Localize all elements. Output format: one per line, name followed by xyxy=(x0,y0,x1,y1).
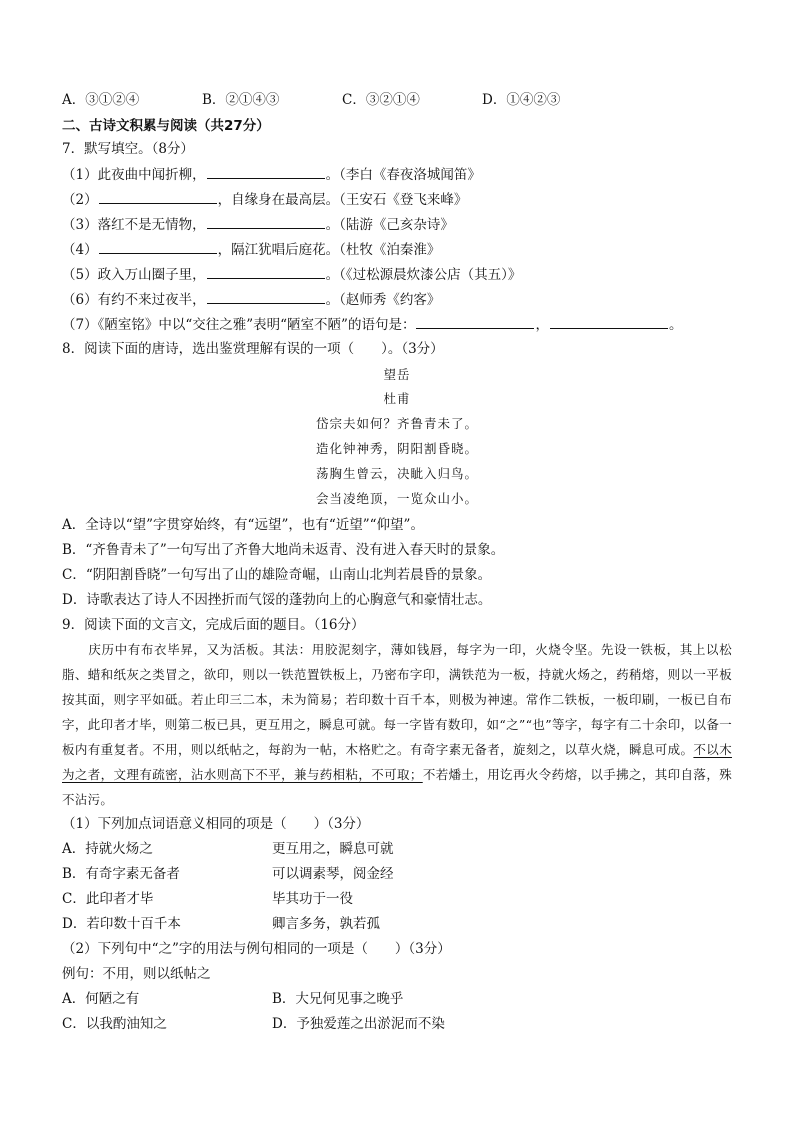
q8-option-b[interactable]: B．“齐鲁青未了”一句写出了齐鲁大地尚未返青、没有进入春天时的景象。 xyxy=(62,542,505,558)
q7-item-3-blank[interactable] xyxy=(207,215,325,229)
q9-sub1-stem: （1）下列加点词语意义相同的项是（ ）（3分） xyxy=(62,816,370,832)
q7-item-2-post: ，自缘身在最高层。（王安石《登飞来峰》 xyxy=(217,192,468,208)
q7-item-1-blank[interactable] xyxy=(207,165,325,179)
q7-item-2 xyxy=(62,190,467,209)
q7-item-4-pre: （4） xyxy=(62,242,98,258)
q8-option-d[interactable]: D．诗歌表达了诗人不因挫折而气馁的蓬勃向上的心胸意气和豪情壮志。 xyxy=(62,592,492,608)
q7-item-6-blank[interactable] xyxy=(207,290,325,304)
q7-item-2-pre: （2） xyxy=(62,192,98,208)
q9-sub1-option-c-left[interactable]: C．此印者才毕 xyxy=(62,891,154,907)
q7-item-3-pre: （3）落红不是无情物， xyxy=(62,217,206,233)
classical-passage xyxy=(62,637,732,812)
q7-item-4 xyxy=(62,240,440,259)
passage-underlined-sentence: 不以木为之者，文理有疏密，沾水则高下不平，兼与药相粘，不可取； xyxy=(62,742,732,782)
q6-option-b[interactable]: B．②①④③ xyxy=(202,92,280,108)
q8-option-c[interactable]: C．“阴阳割昏晓”一句写出了山的雄险奇崛，山南山北判若晨昏的景象。 xyxy=(62,567,492,583)
q9-stem: 9．阅读下面的文言文，完成后面的题目。（16分） xyxy=(62,617,365,633)
q7-item-5-blank[interactable] xyxy=(207,265,325,279)
q7-item-6 xyxy=(62,290,440,309)
q6-option-c[interactable]: C．③②①④ xyxy=(342,92,420,108)
q7-item-7 xyxy=(62,315,682,334)
poem-line: 会当凌绝顶，一览众山小。 xyxy=(315,491,478,506)
q9-sub2-option-c[interactable]: C．以我酌油知之 xyxy=(62,1016,167,1032)
q7-item-1-post: 。（李白《春夜洛城闻笛》 xyxy=(325,167,481,183)
poem-line: 荡胸生曾云，决眦入归鸟。 xyxy=(315,466,478,481)
q7-item-3-post: 。（陆游《己亥杂诗》 xyxy=(325,217,454,233)
q9-sub1-option-a-left[interactable]: A．持就火炀之 xyxy=(62,841,153,857)
q9-sub2-option-a[interactable]: A．何陋之有 xyxy=(62,991,140,1007)
q7-item-5 xyxy=(62,265,521,284)
q7-item-6-post: 。（赵师秀《约客》 xyxy=(325,292,441,308)
q7-item-5-post: 。（《过松源晨炊漆公店（其五）》 xyxy=(325,267,522,283)
q7-item-2-blank[interactable] xyxy=(99,190,217,204)
q9-sub1-option-d-right: 卿言多务，孰若孤 xyxy=(272,916,380,932)
q9-sub2-option-b[interactable]: B．大兄何见事之晚乎 xyxy=(272,991,404,1007)
q9-sub2-example: 例句：不用，则以纸帖之 xyxy=(62,966,211,982)
poem-author: 杜甫 xyxy=(383,391,411,406)
passage-main: 庆历中有布衣毕昇，又为活板。其法：用胶泥刻字，薄如钱唇，每字为一印，火烧令坚。先设一铁板，其上以松脂、蜡和纸灰之类冒之，欲印，则以一铁范置铁板上，乃密布字印，满铁范为一板，持就火炀之，药稍熔，则以一平板按其面，则字平如砥。若止印三二本，未为简易；若印数十百千本，则极为神速。常作二铁板，一板印刷，一板已自布字，此印者才毕，则第二板已具，更互用之，瞬息可就。每一字皆有数印，如“之”“也”等字，每字有二十余印，以备一板内有重复者。不用，则以纸帖之，每韵为一帖，木格贮之。有奇字素无备者，旋刻之，以草火烧，瞬息可成。 xyxy=(62,642,732,757)
q7-item-6-pre: （6）有约不来过夜半， xyxy=(62,292,206,308)
section-2-title: 二、古诗文积累与阅读（共27分） xyxy=(62,118,270,134)
q7-item-7-blank-2[interactable] xyxy=(550,315,668,329)
q8-stem: 8．阅读下面的唐诗，选出鉴赏理解有误的一项（ ）。（3分） xyxy=(62,341,444,357)
q7-item-5-pre: （5）政入万山圈子里， xyxy=(62,267,206,283)
q9-sub2-stem: （2）下列句中“之”字的用法与例句相同的一项是（ ）（3分） xyxy=(62,941,451,957)
q7-item-4-post: ，隔江犹唱后庭花。（杜牧《泊秦淮》 xyxy=(217,242,441,258)
q9-sub1-option-d-left[interactable]: D．若印数十百千本 xyxy=(62,916,181,932)
q7-item-7-pre: （7）《陋室铭》中以“交往之雅”表明“陋室不陋”的语句是： xyxy=(62,317,416,333)
q9-sub2-option-d[interactable]: D．予独爱莲之出淤泥而不染 xyxy=(272,1016,445,1032)
q9-sub1-option-a-right: 更互用之，瞬息可就 xyxy=(272,841,394,857)
q6-option-a[interactable]: A．③①②④ xyxy=(62,92,140,108)
q9-sub1-option-b-right: 可以调素琴，阅金经 xyxy=(272,866,394,882)
q7-item-3 xyxy=(62,215,454,234)
q7-item-7-post: 。 xyxy=(668,317,683,333)
q7-item-4-blank[interactable] xyxy=(99,240,217,254)
poem-line: 岱宗夫如何？齐鲁青未了。 xyxy=(315,416,478,431)
q6-options-row xyxy=(62,91,742,109)
q7-item-1 xyxy=(62,165,481,184)
poem-line: 造化钟神秀，阴阳割昏晓。 xyxy=(315,441,478,456)
passage-tail: 不若燔土，用讫再火令药熔，以手拂之，其印自落，殊不沾污。 xyxy=(62,767,733,807)
q7-item-1-pre: （1）此夜曲中闻折柳， xyxy=(62,167,206,183)
q9-sub1-option-b-left[interactable]: B．有奇字素无备者 xyxy=(62,866,180,882)
q7-item-7-mid: ， xyxy=(535,317,549,333)
q6-option-d[interactable]: D．①④②③ xyxy=(482,92,561,108)
q9-sub1-option-c-right: 毕其功于一役 xyxy=(272,891,353,907)
q7-stem: 7．默写填空。（8分） xyxy=(62,141,194,157)
poem-title: 望岳 xyxy=(383,367,411,382)
q7-item-7-blank-1[interactable] xyxy=(416,315,534,329)
q8-option-a[interactable]: A．全诗以“望”字贯穿始终，有“远望”，也有“近望”“仰望”。 xyxy=(62,517,424,533)
